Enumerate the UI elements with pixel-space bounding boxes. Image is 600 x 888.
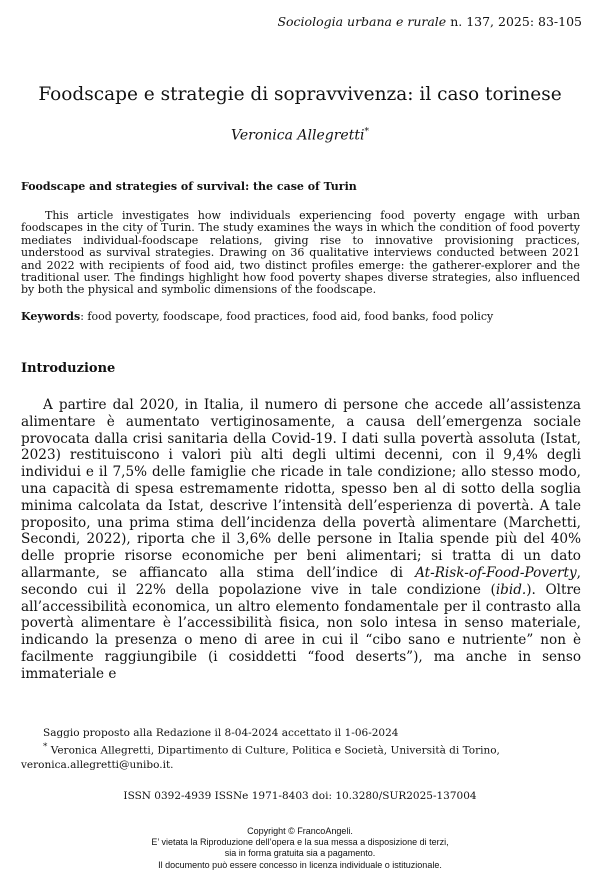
author-footnote-mark: * bbox=[364, 127, 369, 137]
keywords bbox=[21, 311, 580, 323]
author-line bbox=[0, 127, 600, 144]
abstract-text: This article investigates how individuals experiencing food poverty engage with urban foodscapes in the city of Turin. The study examines the ways in which the condition of food poverty mediates individual-foodscape relations, giving rise to innovative provisioning practices, understood as survival strategies. Drawing on 36 qualitative interviews conducted between 2021 and 2022 with recipients of food aid, two distinct profiles emerge: the gatherer-explorer and the traditional user. The findings highlight how food poverty shapes diverse strategies, also influenced by both the physical and symbolic dimensions of the foodscape. bbox=[21, 209, 580, 297]
abstract bbox=[21, 210, 580, 297]
copyright-line: Copyright © FrancoAngeli. bbox=[247, 826, 353, 836]
received-note: Saggio proposto alla Redazione il 8-04-2024 accettato il 1-06-2024 bbox=[43, 727, 399, 739]
footnote-mark: * bbox=[43, 742, 48, 752]
affiliation-note bbox=[21, 740, 586, 758]
keywords-list: : food poverty, foodscape, food practices, food aid, food banks, food policy bbox=[80, 310, 494, 323]
copyright-line: sia in forma gratuita sia a pagamento. bbox=[224, 848, 376, 859]
paragraph bbox=[21, 397, 581, 683]
copyright-notice bbox=[0, 826, 600, 871]
section-heading: Introduzione bbox=[21, 361, 116, 376]
issn-doi: ISSN 0392-4939 ISSNe 1971-8403 doi: 10.3280/SUR2025-137004 bbox=[123, 790, 477, 802]
footnotes bbox=[21, 726, 586, 772]
paragraph-emphasis: At-Risk-of-Food-Poverty bbox=[415, 564, 577, 581]
copyright-line: Il documento può essere concesso in licenza individuale o istituzionale. bbox=[158, 859, 442, 870]
paragraph-emphasis: ibid. bbox=[495, 581, 527, 598]
copyright-line: E’ vietata la Riproduzione dell’opera e la sua messa a disposizione di terzi, bbox=[151, 837, 449, 848]
author-email: veronica.allegretti@unibo.it. bbox=[21, 758, 174, 771]
article-title: Foodscape e strategie di sopravvivenza: il caso torinese bbox=[38, 84, 562, 105]
affiliation-text: Veronica Allegretti, Dipartimento di Culture, Politica e Società, Università di Torino, bbox=[50, 744, 500, 757]
paragraph-part: , secondo cui il 22% della popolazione vive in tale condizione ( bbox=[21, 564, 581, 598]
paragraph-part: A partire dal 2020, in Italia, il numero di persone che accede all’assistenza alimentare è aumentato vertiginosamente, a causa dell’emergenza sociale provocata dalla crisi sanitaria della Covid-19. I dati sulla povertà assoluta (Istat, 2023) restituiscono i valori più alti degli ultimi decenni, con il 9,4% degli individui e il 7,5% delle famiglie che ricade in tale condizione; allo stesso modo, una capacità di spesa estremamente ridotta, spesso ben al di sotto della soglia minima calcolata da Istat, descrive l’intensità dell’esperienza di povertà. A tale proposito, una prima stima dell’incidenza della povertà alimentare (Marchetti, Secondi, 2022), riporta che il 3,6% delle persone in Italia spende più del 40% delle proprie risorse economiche per beni alimentari; si tratta di un dato allarmante, se affiancato alla stima dell’indice di bbox=[21, 397, 581, 581]
journal-name: Sociologia urbana e rurale bbox=[277, 14, 447, 29]
journal-header bbox=[277, 14, 582, 29]
body-text bbox=[21, 397, 581, 683]
journal-issue: n. 137, 2025: 83-105 bbox=[450, 14, 582, 29]
keywords-label: Keywords bbox=[21, 310, 81, 323]
author-name: Veronica Allegretti bbox=[231, 127, 365, 144]
abstract-title: Foodscape and strategies of survival: the case of Turin bbox=[21, 180, 357, 193]
paragraph-part: ). Oltre all’accessibilità economica, un altro elemento fondamentale per il contrasto alla povertà alimentare è l’accessibilità fisica, non solo intesa in senso materiale, indicando la presenza o meno di aree in cui il “cibo sano e nutriente” non è facilmente raggiungibile (i cosiddetti “food deserts”), ma anche in senso immateriale e bbox=[21, 581, 581, 682]
